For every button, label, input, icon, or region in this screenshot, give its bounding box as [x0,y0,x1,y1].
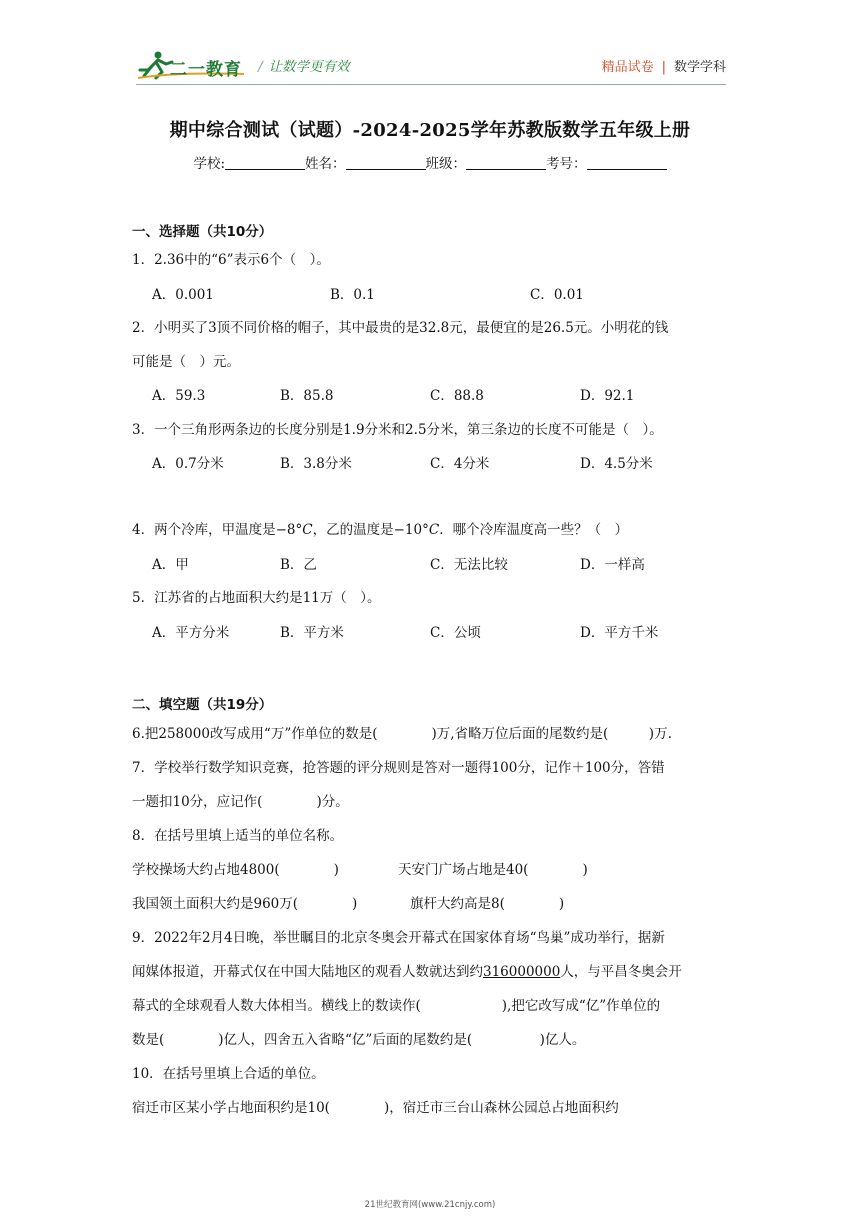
question-9-line1: 9．2022年2月4日晚，举世瞩目的北京冬奥会开幕式在国家体育场“鸟巢”成功举行，据新 [132,930,665,946]
question-2-line2: 可能是（ ）元。 [132,354,240,370]
q2-option-b: B．85.8 [280,388,334,404]
page-footer: 21世纪教育网(www.21cnjy.com) [364,1200,496,1210]
q8-item-b: 天安门广场占地是40( ) [398,862,588,878]
class-blank [466,156,546,170]
question-8: 8．在括号里填上适当的单位名称。 [132,828,344,844]
exam-no-blank [587,156,667,170]
question-7-line2: 一题扣10分，应记作( )分。 [132,794,349,810]
question-1: 1．2.36中的“6”表示6个（ ）。 [132,252,330,268]
q5-option-c: C．公顷 [430,625,481,641]
tag-subject: 数学学科 [673,60,726,75]
question-2-line1: 2．小明买了3顶不同价格的帽子，其中最贵的是32.8元，最便宜的是26.5元。小明花的钱 [132,320,669,336]
q8-item-c: 我国领土面积大约是960万( ) [132,896,358,912]
name-label: 姓名： [305,156,346,172]
q4-option-c: C．无法比较 [430,557,508,573]
student-info-line [0,152,860,172]
q3-option-b: B．3.8分米 [280,456,352,472]
temp-yi: −10° [393,522,429,538]
logo-text: 二一教育 [170,60,242,80]
name-blank [346,156,426,170]
q4-option-b: B．乙 [280,557,317,573]
q4-option-a: A．甲 [152,557,189,573]
class-label: 班级： [425,156,467,172]
underlined-number: 316000000 [483,964,561,980]
question-10-line: 宿迁市区某小学占地面积约是10( )，宿迁市三台山森林公园总占地面积约 [132,1100,619,1116]
q1-option-b: B．0.1 [330,287,375,303]
section-heading-choice: 一、选择题（共10分） [132,224,273,240]
question-7-line1: 7．学校举行数学知识竞赛，抢答题的评分规则是答对一题得100分，记作＋100分，答错 [132,760,665,776]
page-title: 期中综合测试（试题）-2024-2025学年苏教版数学五年级上册 [169,120,691,141]
q2-option-c: C．88.8 [430,388,484,404]
q5-option-a: A．平方分米 [152,625,230,641]
slogan: / 让数学更有效 [258,59,350,75]
question-9-line4: 数是( )亿人，四舍五入省略“亿”后面的尾数约是( )亿人。 [132,1032,586,1048]
question-5: 5．江苏省的占地面积大约是11万（ ）。 [132,590,381,606]
q3-option-c: C．4分米 [430,456,490,472]
question-10: 10．在括号里填上合适的单位。 [132,1066,325,1082]
temp-jia: −8° [275,522,303,538]
header-divider [136,84,726,85]
question-4: 4．两个冷库，甲温度是−8°C，乙的温度是−10°C．哪个冷库温度高一些？（ ） [132,522,629,538]
q8-item-a: 学校操场大约占地4800( ) [132,862,339,878]
q1-option-a: A．0.001 [152,287,214,303]
q2-option-d: D．92.1 [580,388,635,404]
school-label: 学校: [193,156,226,172]
question-9-line2: 闻媒体报道，开幕式仅在中国大陆地区的观看人数就达到约316000000人，与平昌冬奥会开 [132,964,682,980]
q5-option-d: D．平方千米 [580,625,659,641]
q5-option-b: B．平方米 [280,625,344,641]
header-tags: 精品试卷 | 数学学科 [601,60,726,75]
question-3: 3．一个三角形两条边的长度分别是1.9分米和2.5分米，第三条边的长度不可能是（ ）。 [132,422,663,438]
q8-item-d: 旗杆大约高是8( ) [410,896,565,912]
school-blank [225,156,305,170]
q4-option-d: D．一样高 [580,557,645,573]
tag-premium: 精品试卷 [601,60,654,75]
q3-option-a: A．0.7分米 [152,456,224,472]
q3-option-d: D．4.5分米 [580,456,653,472]
question-6: 6.把258000改写成用“万”作单位的数是( )万,省略万位后面的尾数约是( )万. [132,726,672,742]
q1-option-c: C．0.01 [530,287,584,303]
section-heading-fill: 二、填空题（共19分） [132,697,273,713]
question-9-line3: 幕式的全球观看人数大体相当。横线上的数读作( ),把它改写成“亿”作单位的 [132,998,661,1014]
exam-no-label: 考号： [546,156,587,172]
q2-option-a: A．59.3 [152,388,206,404]
page-header [0,0,860,100]
